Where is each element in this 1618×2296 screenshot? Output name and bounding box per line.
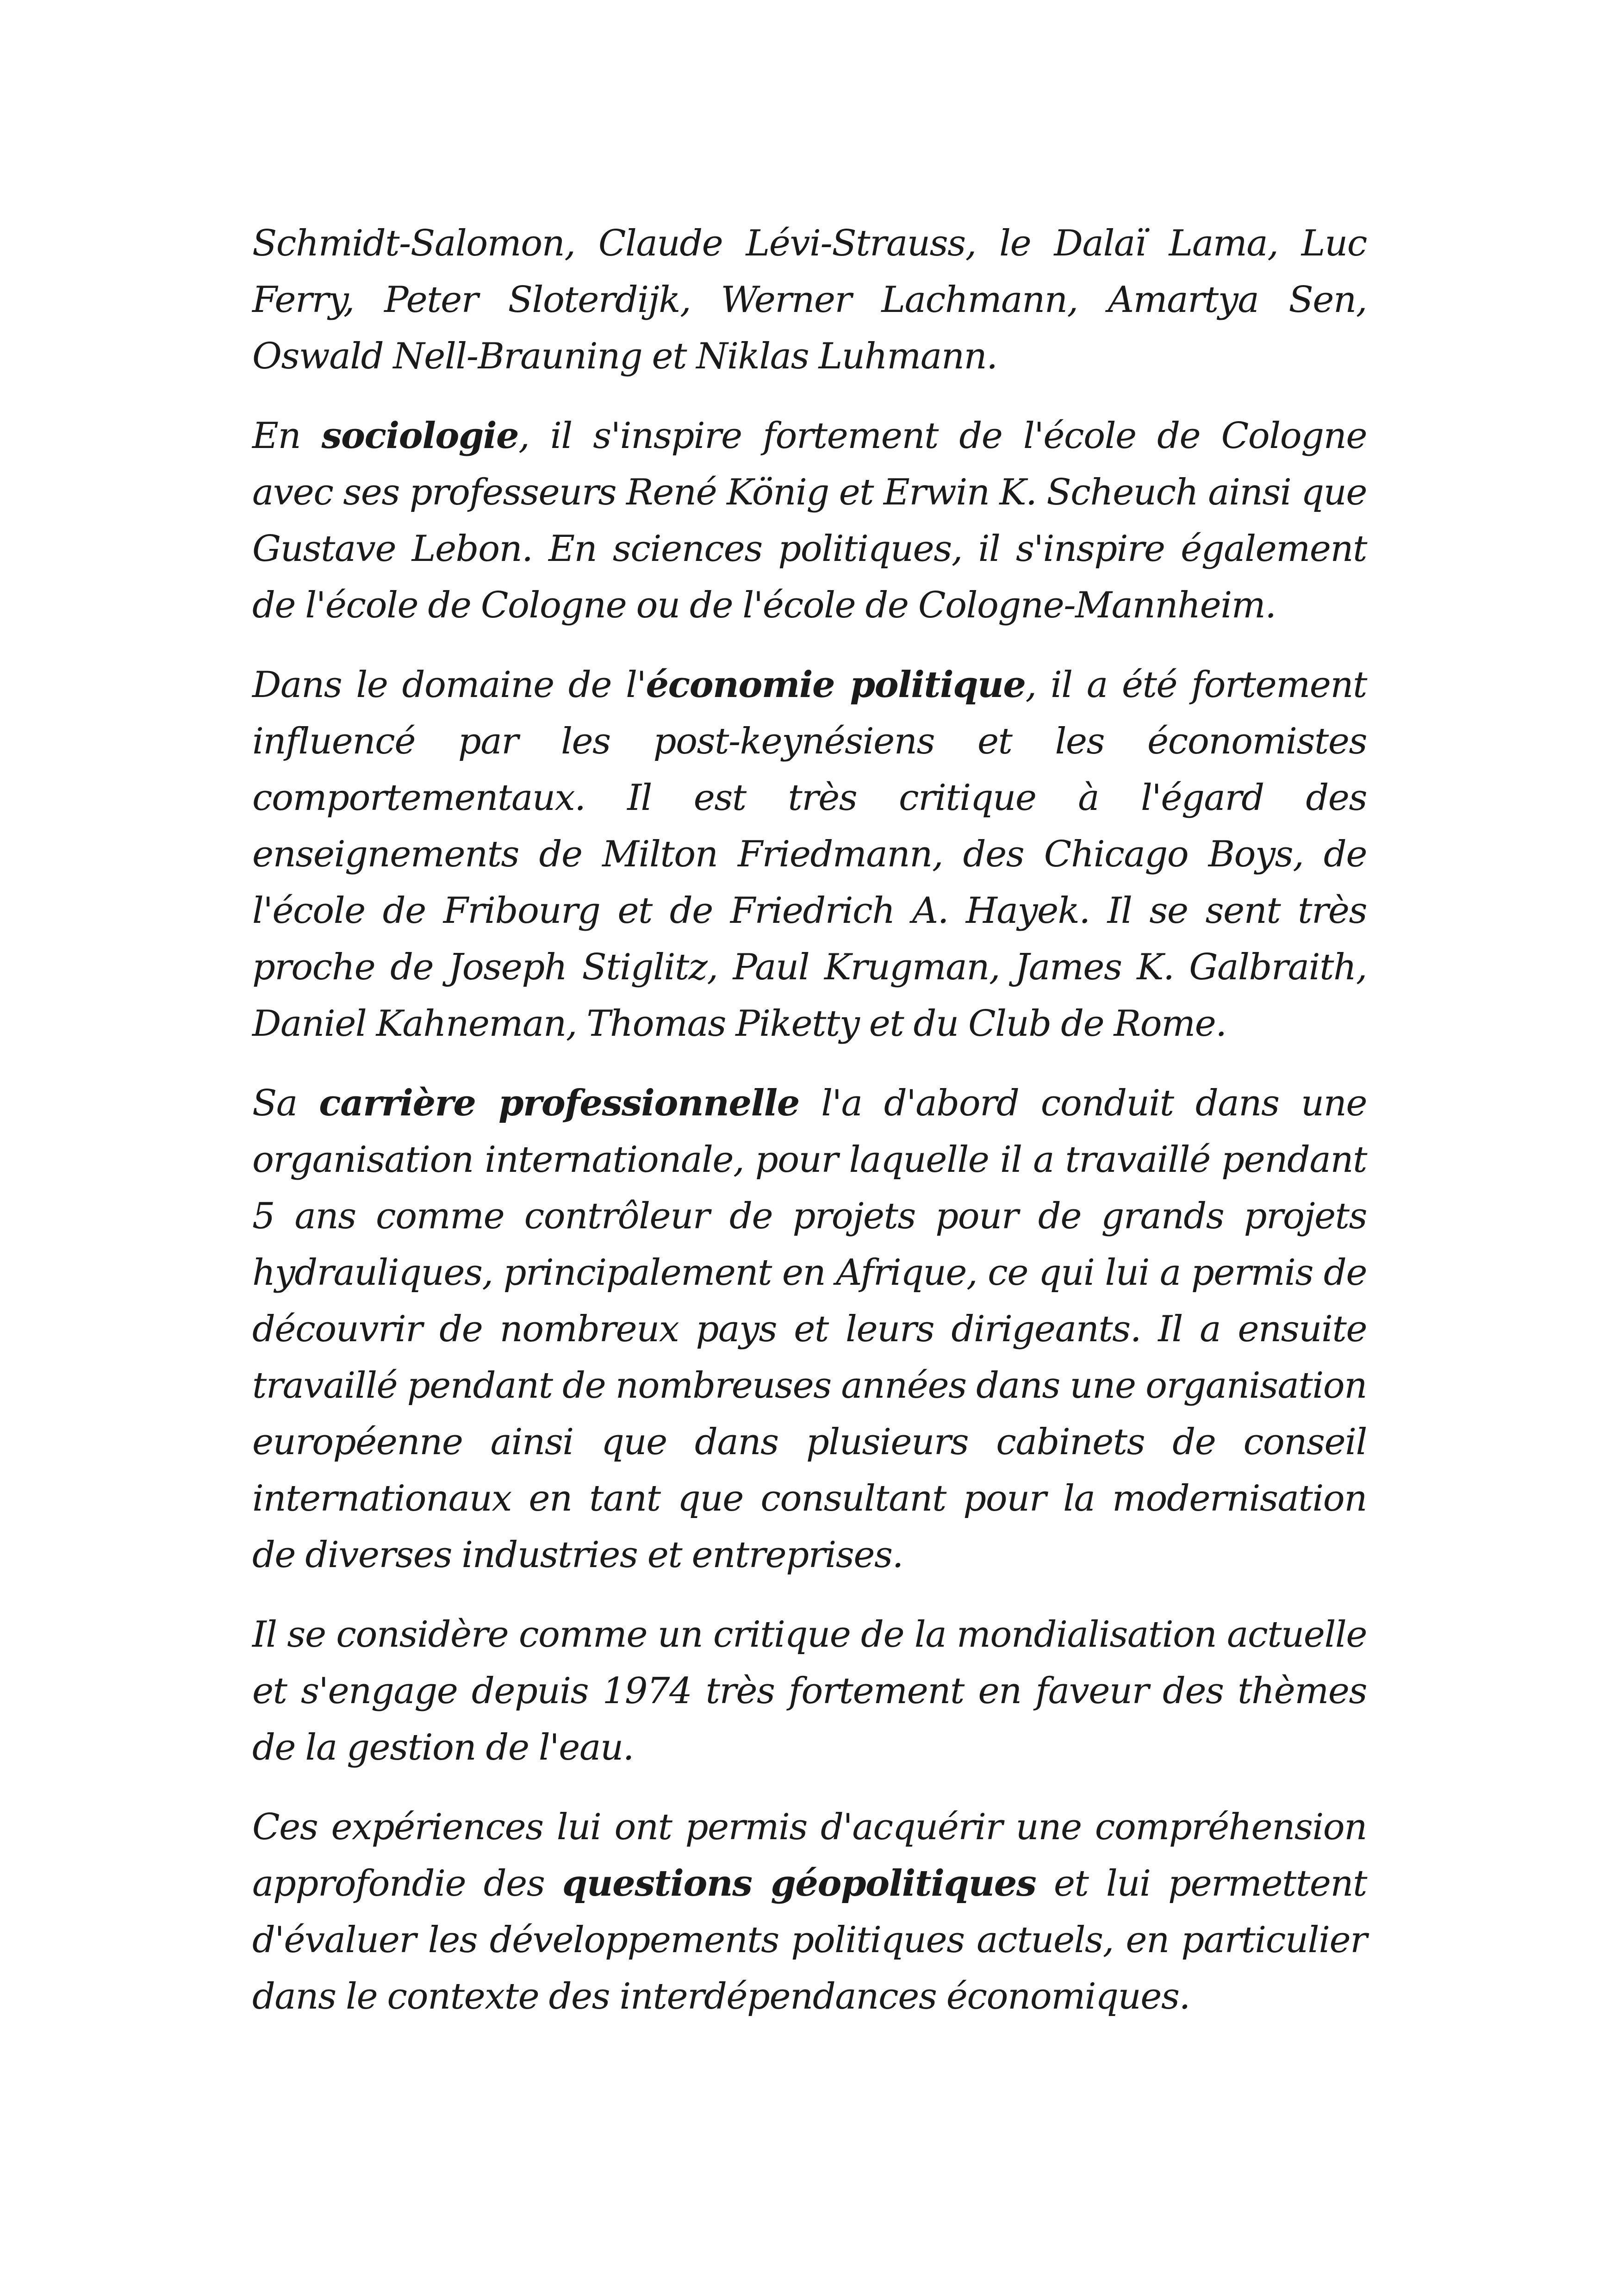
paragraph-text: et lui permettent d'évaluer les développements politiques actuels, en particulier dans le contexte des interdépendances économiques. xyxy=(252,1863,1367,2017)
paragraph-text: En xyxy=(252,415,322,457)
paragraph-text: , il a été fortement influencé par les post-keynésiens et les économistes comportementaux. Il est très critique à l'égard des enseignements de Milton Friedmann, des Chicago Boys, de l'école de Fribourg et de Friedrich A. Hayek. Il se sent très proche de Joseph Stiglitz, Paul Krugman, James K. Galbraith, Daniel Kahneman, Thomas Piketty et du Club de Rome. xyxy=(252,664,1367,1045)
paragraph-globalisation xyxy=(252,1606,1367,1776)
paragraph-career xyxy=(252,1075,1367,1583)
paragraph-text: Schmidt-Salomon, Claude Lévi-Strauss, le Dalaï Lama, Luc Ferry, Peter Sloterdijk, Werner Lachmann, Amartya Sen, Oswald Nell-Brauning et Niklas Luhmann. xyxy=(252,223,1367,377)
paragraph-geopolitics xyxy=(252,1799,1367,2025)
emphasis-questions-geopolitiques: questions géopolitiques xyxy=(562,1862,1036,1904)
emphasis-carriere-professionnelle: carrière professionnelle xyxy=(319,1082,799,1124)
paragraph-sociology xyxy=(252,408,1367,634)
emphasis-sociologie: sociologie xyxy=(321,415,519,457)
paragraph-text: Il se considère comme un critique de la mondialisation actuelle et s'engage depuis 1974 très fortement en faveur des thèmes de la gestion de l'eau. xyxy=(252,1614,1367,1768)
text-column xyxy=(252,215,1367,2048)
paragraph-political-economy xyxy=(252,657,1367,1052)
emphasis-economie-politique: économie politique xyxy=(646,664,1026,706)
paragraph-text: Dans le domaine de l' xyxy=(252,664,646,706)
paragraph-text: Ces expériences lui ont permis d'acquérir une compréhension approfondie des xyxy=(252,1806,1367,1904)
paragraph-names-list xyxy=(252,215,1367,385)
paragraph-text: l'a d'abord conduit dans une organisation internationale, pour laquelle il a travaillé pendant 5 ans comme contrôleur de projets pour de grands projets hydrauliques, principalement en Afrique, ce qui lui a permis de découvrir de nombreux pays et leurs dirigeants. Il a ensuite travaillé pendant de nombreuses années dans une organisation européenne ainsi que dans plusieurs cabinets de conseil internationaux en tant que consultant pour la modernisation de diverses industries et entreprises. xyxy=(252,1083,1367,1576)
paragraph-text: , il s'inspire fortement de l'école de Cologne avec ses professeurs René König et Erwin K. Scheuch ainsi que Gustave Lebon. En sciences politiques, il s'inspire également de l'école de Cologne ou de l'école de Cologne-Mannheim. xyxy=(252,415,1367,626)
paragraph-text: Sa xyxy=(252,1083,319,1124)
